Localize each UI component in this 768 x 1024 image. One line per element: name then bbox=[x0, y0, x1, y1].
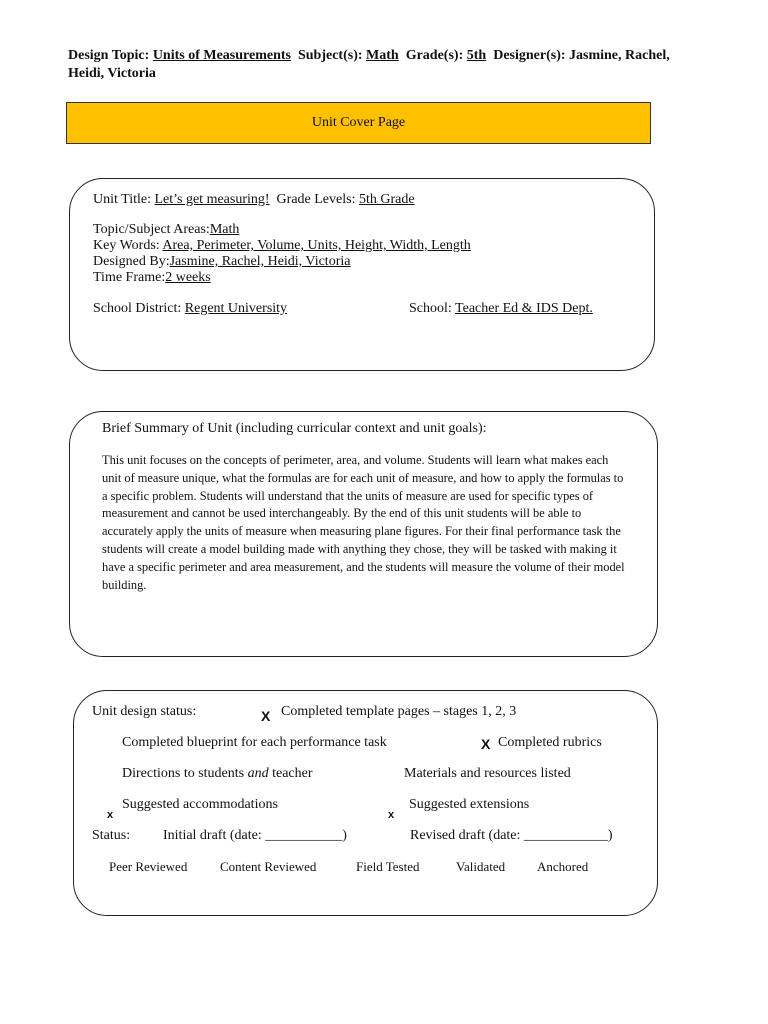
check-mark-rubrics: X bbox=[481, 736, 491, 752]
subjects-value: Math bbox=[366, 48, 399, 63]
design-header bbox=[68, 47, 708, 83]
check-mark-template: X bbox=[261, 708, 271, 724]
status-label: Status: bbox=[92, 828, 131, 843]
keywords-label: Key Words: bbox=[93, 238, 160, 253]
completed-template-item: Completed template pages – stages 1, 2, 3 bbox=[281, 704, 517, 719]
cover-title: Unit Cover Page bbox=[311, 115, 406, 130]
unit-title-value: Let’s get measuring! bbox=[154, 192, 270, 207]
directions-and: and bbox=[247, 766, 269, 781]
topic-value: Math bbox=[209, 222, 240, 237]
directions-teacher: teacher bbox=[272, 766, 313, 781]
district-line bbox=[93, 301, 287, 317]
stage-validated: Validated bbox=[456, 859, 506, 874]
topic-line bbox=[93, 222, 239, 238]
accommodations-item: Suggested accommodations bbox=[122, 797, 278, 812]
grades-value: 5th bbox=[466, 48, 487, 63]
summary-heading: Brief Summary of Unit (including curricular context and unit goals): bbox=[102, 421, 487, 436]
district-value: Regent University bbox=[184, 301, 288, 316]
designed-by-value: Jasmine, Rachel, Heidi, Victoria bbox=[169, 254, 351, 269]
designers-label: Designer(s): Jasmine, Rachel, Heidi, Victoria bbox=[68, 48, 670, 81]
topic-label: Topic/Subject Areas: bbox=[93, 222, 210, 237]
stage-peer-reviewed: Peer Reviewed bbox=[109, 859, 188, 874]
design-status-label: Unit design status: bbox=[92, 704, 197, 719]
rubrics-item: Completed rubrics bbox=[498, 735, 602, 750]
school-value: Teacher Ed & IDS Dept. bbox=[455, 301, 593, 316]
district-label: School District: bbox=[93, 301, 182, 316]
subjects-label: Subject(s): bbox=[297, 48, 363, 63]
initial-draft: Initial draft (date: ___________) bbox=[163, 828, 347, 843]
keywords-value: Area, Perimeter, Volume, Units, Height, Width, Length bbox=[162, 238, 471, 253]
time-frame-value: 2 weeks bbox=[165, 270, 211, 285]
check-mark-accommodations: x bbox=[107, 809, 114, 821]
school-line bbox=[409, 301, 593, 317]
unit-title-label: Unit Title: bbox=[93, 192, 151, 207]
grade-levels-value: 5th Grade bbox=[358, 192, 415, 207]
blueprint-item: Completed blueprint for each performance task bbox=[122, 735, 387, 750]
unit-cover-banner bbox=[66, 102, 651, 144]
stage-field-tested: Field Tested bbox=[356, 859, 420, 874]
unit-title-line bbox=[93, 192, 415, 208]
summary-body: This unit focuses on the concepts of perimeter, area, and volume. Students will learn what makes each unit of measure unique, what the formulas are for each unit of measure, and how to apply the formulas to a specific problem. Students will understand that the units of measure are used for specific types of measurement and cannot be used interchangeably. By the end of this unit students will be able to accurately apply the units of measure when measuring plane figures. For their final performance task the students will create a model building made with anything they chose, they will be tasked with making it have a specific perimeter and area measurement, and the students will measure the volume of their model building. bbox=[102, 453, 625, 592]
grade-levels-label: Grade Levels: bbox=[276, 192, 356, 207]
time-frame-label: Time Frame: bbox=[93, 270, 166, 285]
check-mark-extensions: x bbox=[388, 809, 395, 821]
directions-item bbox=[122, 766, 313, 782]
design-topic-value: Units of Measurements bbox=[152, 48, 291, 63]
revised-draft: Revised draft (date: ____________) bbox=[410, 828, 613, 843]
grades-label: Grade(s): bbox=[405, 48, 464, 63]
materials-item: Materials and resources listed bbox=[404, 766, 571, 781]
stage-content-reviewed: Content Reviewed bbox=[220, 859, 317, 874]
keywords-line bbox=[93, 238, 471, 254]
extensions-item: Suggested extensions bbox=[409, 797, 530, 812]
time-frame-line bbox=[93, 270, 211, 286]
school-label: School: bbox=[409, 301, 452, 316]
designed-by-label: Designed By: bbox=[93, 254, 170, 269]
stage-anchored: Anchored bbox=[537, 859, 589, 874]
designed-by-line bbox=[93, 254, 350, 270]
design-topic-label: Design Topic: bbox=[68, 48, 150, 63]
directions-text: Directions to students bbox=[122, 766, 245, 781]
